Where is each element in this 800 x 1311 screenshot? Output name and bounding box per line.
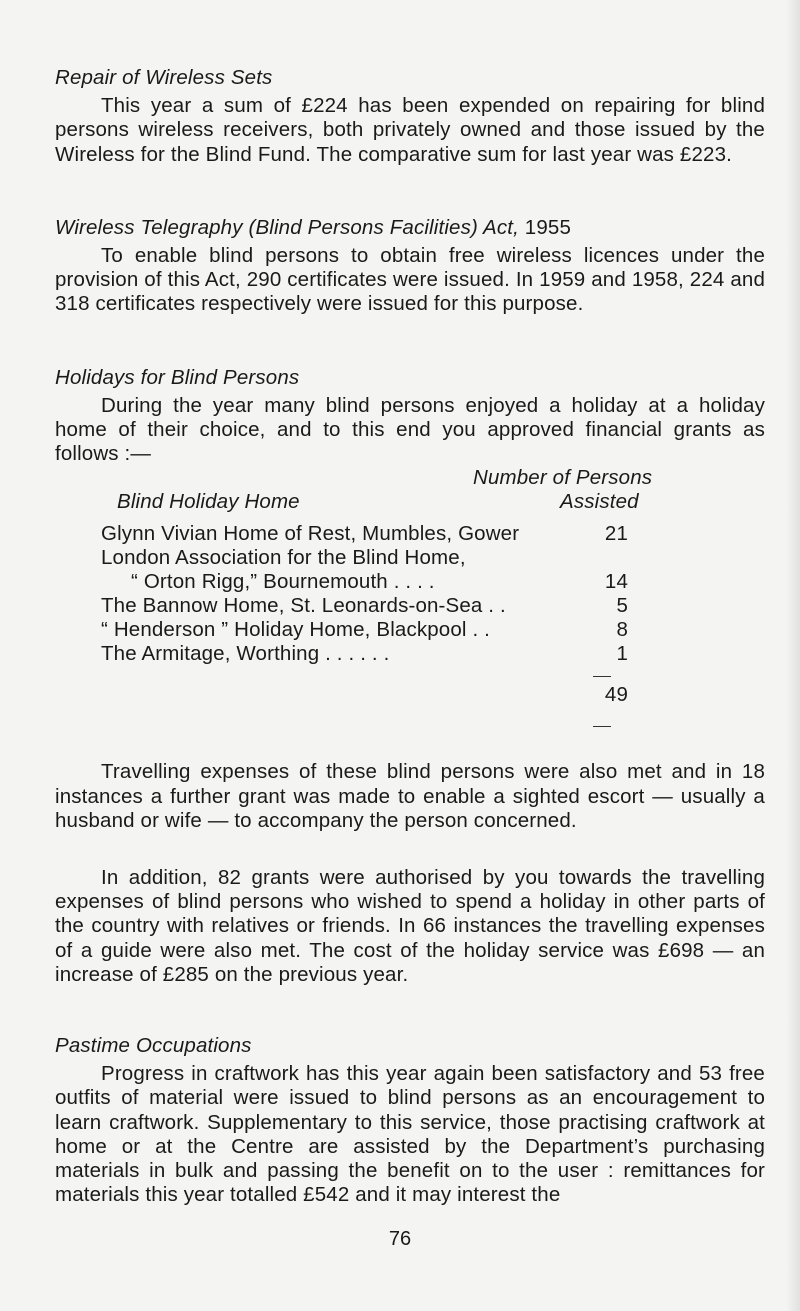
table-row-home: The Armitage, Worthing . . . . . . [101, 642, 390, 666]
section-paragraph: In addition, 82 grants were authorised by you towards the travelling expenses of blind persons who wished to spend a holiday in other parts of the country with relatives or friends. In 66 instances the travelling expenses of a guide were also met. The cost of the holiday service was £698 — an increase of £285 on the previous year. [55, 866, 765, 986]
section-heading: Pastime Occupations [55, 1034, 252, 1058]
section-pastime-occupations [55, 1034, 765, 1207]
section-holidays [55, 366, 765, 467]
section-paragraph: During the year many blind persons enjoyed a holiday at a holiday home of their choice, and to this end you approved financial grants as follows :— [55, 393, 765, 466]
holiday-table [55, 466, 765, 822]
table-row-home: “ Orton Rigg,” Bournemouth . . . . [131, 570, 435, 594]
column-header-home: Blind Holiday Home [117, 490, 300, 514]
table-row-home: Glynn Vivian Home of Rest, Mumbles, Gower [101, 522, 520, 546]
column-header-assisted: Assisted [560, 490, 639, 514]
section-repair-wireless [55, 66, 765, 167]
section-paragraph: To enable blind persons to obtain free wireless licences under the provision of this Act, 290 certificates were issued. In 1959 and 1958, 224 and 318 certificates respectively were issued for this purpose. [55, 244, 765, 316]
total-rule-top [593, 676, 611, 677]
table-row-home: London Association for the Blind Home, [101, 546, 466, 570]
table-row-count: 5 [616, 594, 628, 618]
table-row-count: 14 [604, 570, 628, 594]
section-paragraph: This year a sum of £224 has been expended on repairing for blind persons wireless receivers, both privately owned and those issued by the Wireless for the Blind Fund. The comparative sum for last year was £223. [55, 94, 765, 166]
total-rule-bottom [593, 726, 611, 727]
page-edge-shadow [786, 0, 800, 1311]
table-row-home: The Bannow Home, St. Leonards-on-Sea . . [101, 594, 506, 618]
section-heading [55, 216, 765, 240]
page-number: 76 [388, 1228, 412, 1250]
section-heading: Holidays for Blind Persons [55, 365, 300, 389]
section-additional-grants [55, 866, 765, 987]
table-row-count: 21 [604, 522, 628, 546]
section-paragraph: Travelling expenses of these blind persons were also met and in 18 instances a further grant was made to enable a sighted escort — usually a husband or wife — to accompany the person concerned. [55, 760, 765, 832]
page-body [55, 66, 765, 1207]
table-row-home: “ Henderson ” Holiday Home, Blackpool . . [101, 618, 490, 642]
column-header-number: Number of Persons [473, 466, 653, 490]
section-paragraph: Progress in craftwork has this year again been satisfactory and 53 free outfits of material were issued to blind persons as an encouragement to learn craftwork. Supplementary to this service, those practising craftwork at home or at the Centre are assisted by the Department’s purchasing materials in bulk and passing the benefit on to the user : remittances for materials this year totalled £542 and it may interest the [55, 1062, 765, 1207]
section-heading: Repair of Wireless Sets [55, 66, 273, 89]
table-row-count: 1 [616, 642, 628, 666]
heading-title: Wireless Telegraphy (Blind Persons Facilities) Act, [55, 215, 519, 239]
table-total: 49 [604, 683, 628, 707]
heading-year: 1955 [518, 215, 572, 239]
section-wireless-telegraphy-act [55, 216, 765, 317]
table-row-count: 8 [616, 618, 628, 642]
